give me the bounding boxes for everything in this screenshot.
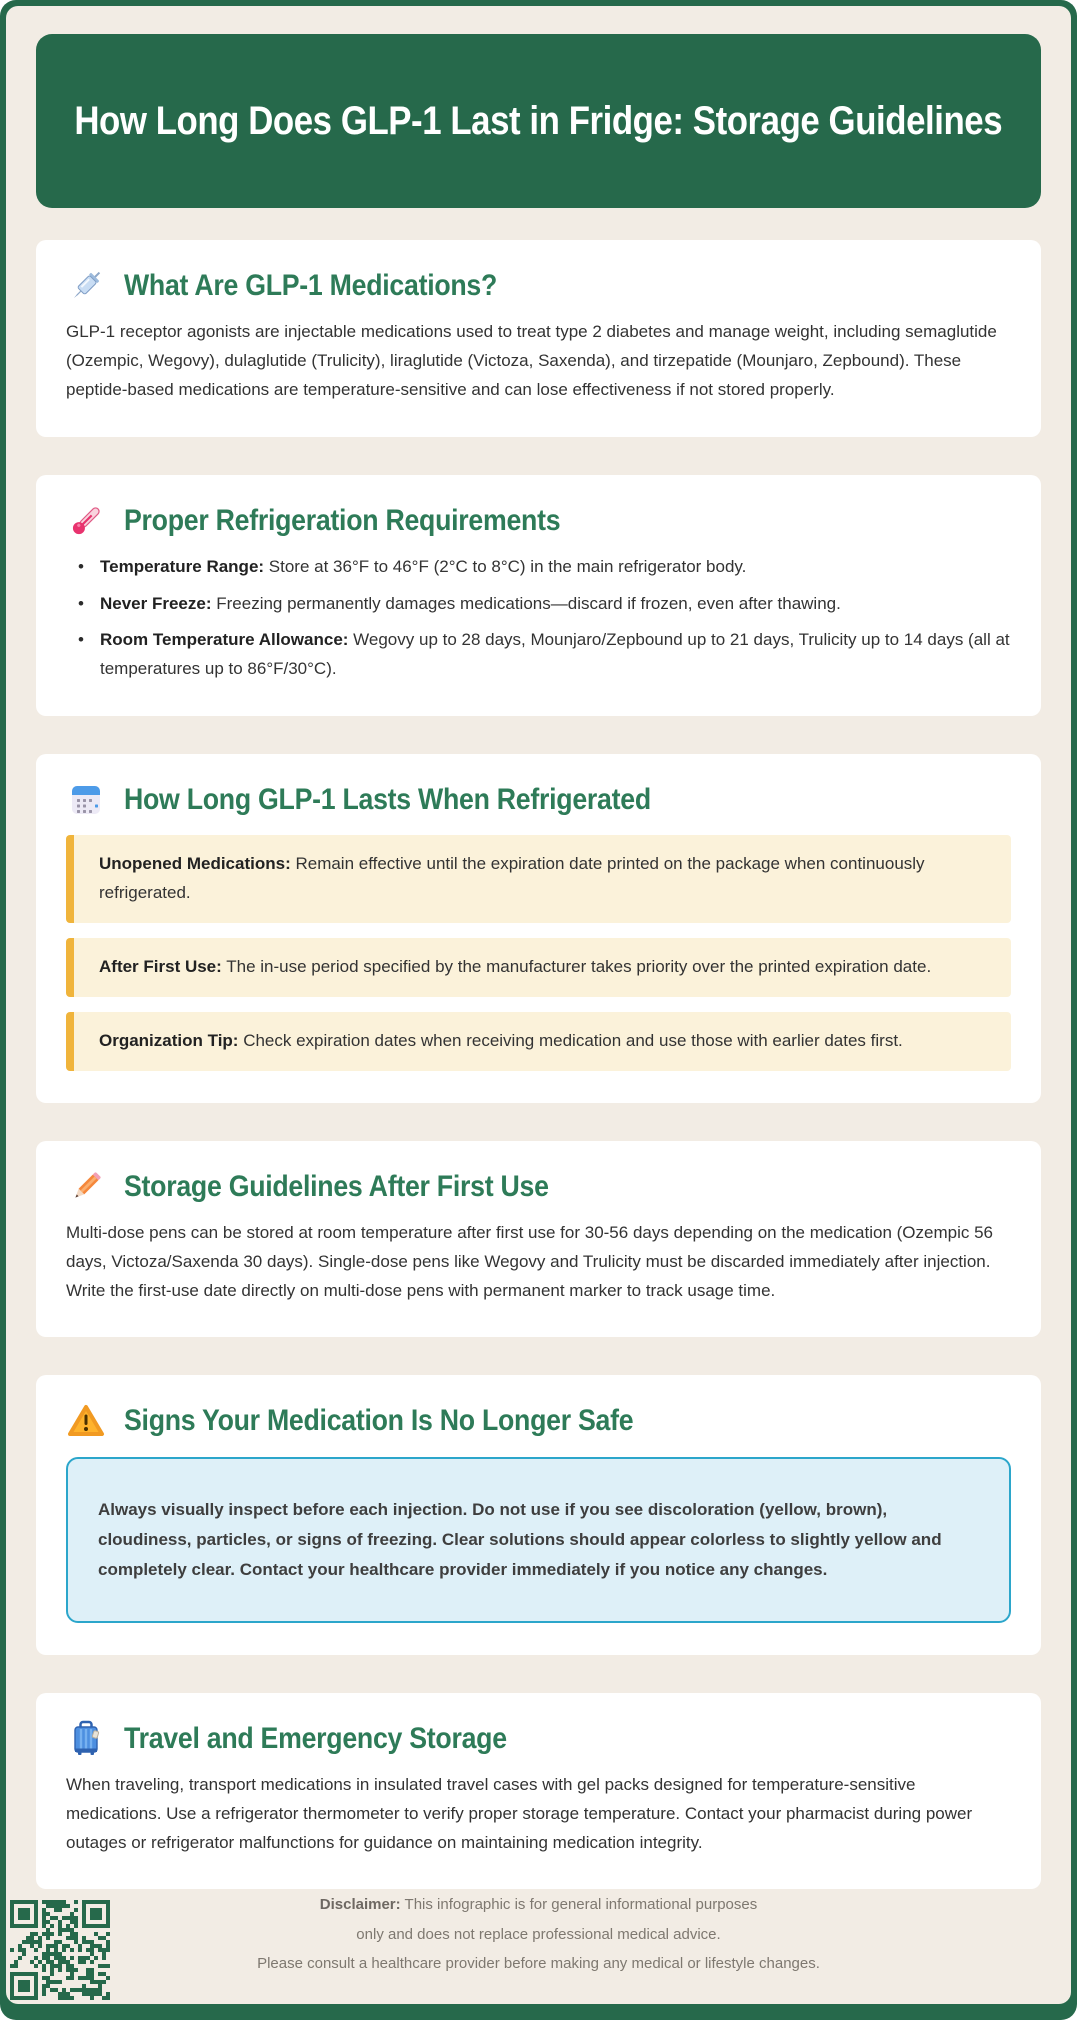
requirements-list: [66, 553, 1011, 685]
luggage-icon: [66, 1719, 106, 1759]
highlight-text: Check expiration dates when receiving medication and use those with earlier dates first.: [238, 1030, 903, 1050]
thermometer-icon: [66, 501, 106, 541]
bullet-label: Never Freeze:: [100, 593, 212, 613]
section-title: How Long GLP-1 Lasts When Refrigerated: [124, 783, 651, 817]
syringe-icon: [66, 266, 106, 306]
highlight-box: [66, 835, 1011, 923]
highlight-label: After First Use:: [99, 957, 222, 977]
list-item: [66, 626, 1011, 684]
highlight-text: The in-use period specified by the manufacturer takes priority over the printed expiration date.: [221, 957, 932, 977]
infographic-page: [6, 6, 1071, 2004]
calendar-icon: [66, 780, 106, 820]
section-title: Storage Guidelines After First Use: [124, 1169, 549, 1203]
disclaimer-line: Please consult a healthcare provider before making any medical or lifestyle changes.: [257, 1954, 820, 1972]
section-after-first-use: [36, 1141, 1041, 1338]
section-refrigeration-requirements: [36, 475, 1041, 717]
section-heading-row: [66, 1401, 1011, 1441]
bullet-text: Freezing permanently damages medications—discard if frozen, even after thawing.: [211, 593, 841, 613]
bullet-label: Temperature Range:: [100, 556, 265, 576]
section-refrigerated-duration: [36, 754, 1041, 1103]
section-heading-row: [66, 780, 1011, 820]
section-paragraph: When traveling, transport medications in insulated travel cases with gel packs designed for temperature-sensitive medications. Use a refrigerator thermometer to verify proper storage temperature. Contact your pharmacist during power outages or refrigerator malfunctions for guidance on maintaining medication integrity.: [66, 1774, 973, 1852]
disclaimer-text: [6, 1890, 1071, 1978]
section-title: Travel and Emergency Storage: [124, 1721, 507, 1755]
section-heading-row: [66, 266, 1011, 306]
list-item: [66, 553, 1011, 582]
list-item: [66, 590, 1011, 619]
section-heading-row: [66, 1167, 1011, 1207]
bullet-text: Wegovy up to 28 days, Mounjaro/Zepbound up to 21 days, Trulicity up to 14 days (all at temperatures up to 86°F/30°C).: [100, 630, 1010, 679]
footer: [6, 1879, 1071, 2004]
section-what-are-glp1: [36, 240, 1041, 437]
bullet-label: Room Temperature Allowance:: [100, 630, 349, 650]
bullet-text: Store at 36°F to 46°F (2°C to 8°C) in the main refrigerator body.: [264, 556, 747, 576]
warning-icon: [66, 1401, 106, 1441]
section-travel-storage: [36, 1693, 1041, 1890]
highlight-box: [66, 1012, 1011, 1071]
section-paragraph: Multi-dose pens can be stored at room temperature after first use for 30-56 days depending on the medication (Ozempic 56 days, Victoza/Saxenda 30 days). Single-dose pens like Wegovy and Trulicity must be discarded immediately after injection. Write the first-use date directly on multi-dose pens with permanent marker to track usage time.: [66, 1222, 993, 1300]
disclaimer-line: Disclaimer: This infographic is for general informational purposes: [319, 1896, 758, 1914]
disclaimer-line: only and does not replace professional medical advice.: [356, 1925, 721, 1943]
highlight-label: Unopened Medications:: [99, 854, 291, 874]
section-heading-row: [66, 1719, 1011, 1759]
highlight-text: Remain effective until the expiration date printed on the package when continuously refrigerated.: [99, 854, 925, 903]
header-banner: [36, 34, 1041, 208]
section-title: Proper Refrigeration Requirements: [124, 503, 561, 537]
pencil-icon: [66, 1167, 106, 1207]
section-safety-signs: [36, 1375, 1041, 1654]
section-title: What Are GLP-1 Medications?: [124, 269, 498, 302]
safety-alert-box: Always visually inspect before each injection. Do not use if you see discoloration (yellow, brown), cloudiness, particles, or signs of freezing. Clear solutions should appear colorless to slightly yellow and completely clear. Contact your healthcare provider immediately if you notice any changes.: [66, 1457, 1011, 1622]
disclaimer-label: Disclaimer:: [319, 1896, 401, 1914]
page-title: How Long Does GLP-1 Last in Fridge: Storage Guidelines: [74, 98, 1003, 143]
section-heading-row: [66, 501, 1011, 541]
section-paragraph: GLP-1 receptor agonists are injectable medications used to treat type 2 diabetes and manage weight, including semaglutide (Ozempic, Wegovy), dulaglutide (Trulicity), liraglutide (Victoza, Saxenda), and tirzepatide (Mounjaro, Zepbound). These peptide-based medications are temperature-sensitive and can lose effectiveness if not stored properly.: [66, 322, 997, 399]
highlight-box: [66, 938, 1011, 997]
section-title: Signs Your Medication Is No Longer Safe: [124, 1404, 634, 1438]
highlight-label: Organization Tip:: [99, 1030, 239, 1050]
